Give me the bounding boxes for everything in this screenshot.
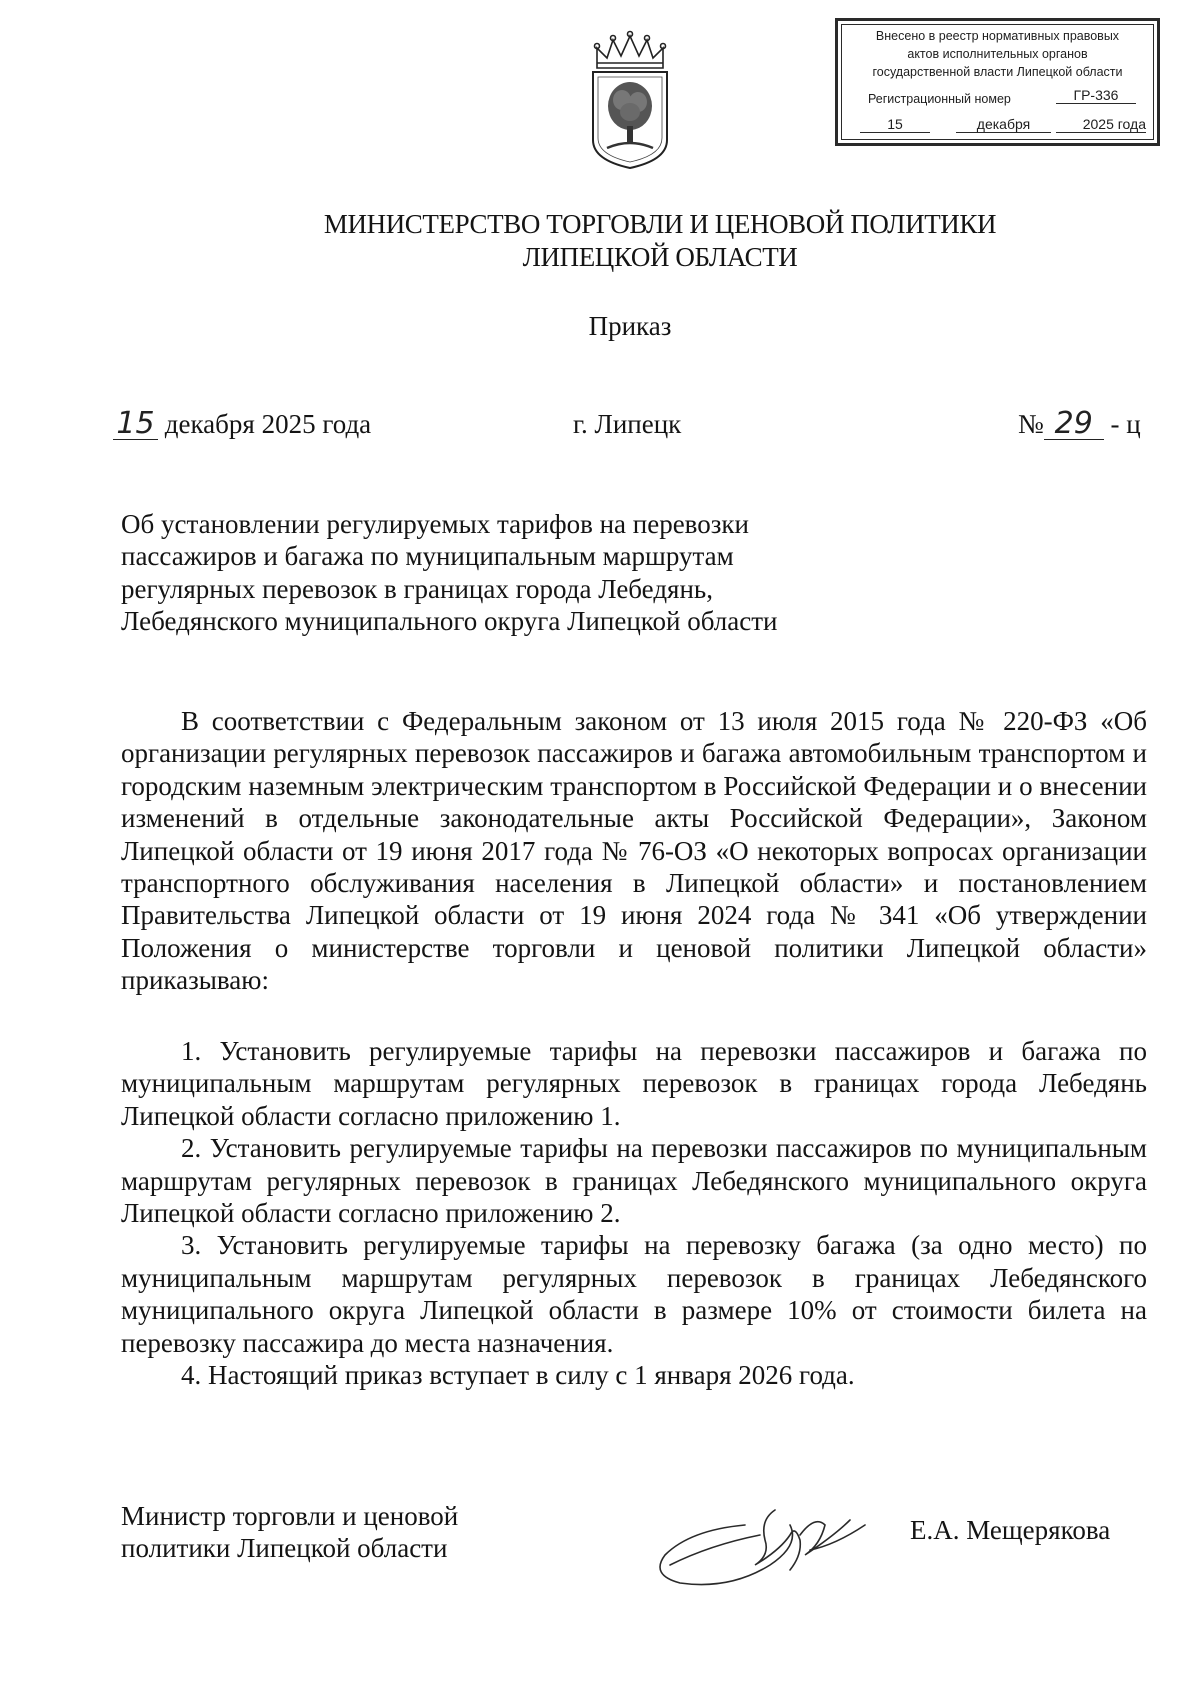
- preamble: [121, 705, 1147, 997]
- registry-stamp-line2: актов исполнительных органов: [907, 47, 1088, 61]
- signature-scribble-icon: [650, 1495, 880, 1595]
- handwritten-signature: [650, 1495, 880, 1595]
- order-date: [113, 406, 372, 441]
- registry-number-label: Регистрационный номер: [868, 92, 1011, 106]
- registry-stamp-line1: Внесено в реестр нормативных правовых: [875, 29, 1120, 43]
- ministry-title-line1: МИНИСТЕРСТВО ТОРГОВЛИ И ЦЕНОВОЙ ПОЛИТИКИ: [323, 209, 997, 239]
- preamble-text: В соответствии с Федеральным законом от 13 июля 2015 года № 220-ФЗ «Об организации регулярных перевозок пассажиров и багажа автомобильным транспортом и городским наземным электрическим транспортом в Российской Федерации и о внесении изменений в отдельные законодательные акты Российской Федерации», Законом Липецкой области от 19 июня 2017 года № 76-ОЗ «О некоторых вопросах организации транспортного обслуживания населения в Липецкой области» и постановлением Правительства Липецкой области от 19 июня 2024 года № 341 «Об утверждении Положения о министерстве торговли и ценовой политики Липецкой области» приказываю:: [121, 706, 1147, 996]
- registry-year: 2025 года: [1056, 116, 1146, 133]
- order-item-2: 2. Установить регулируемые тарифы на перевозки пассажиров по муниципальным маршрутам регулярных перевозок в границах Лебедянского муниципального округа Липецкой области согласно приложению 2.: [121, 1133, 1147, 1229]
- signer-position-line2: политики Липецкой области: [121, 1533, 448, 1563]
- order-month-year: декабря 2025 года: [164, 409, 372, 439]
- registry-number: ГР-336: [1056, 87, 1136, 104]
- ministry-title-line2: ЛИПЕЦКОЙ ОБЛАСТИ: [522, 242, 798, 272]
- lipetsk-coat-of-arms-icon: [585, 30, 675, 170]
- ministry-title: [60, 208, 1200, 274]
- signer-position: [121, 1500, 541, 1564]
- order-number-handwritten: 29: [1044, 409, 1104, 440]
- order-item-1: 1. Установить регулируемые тарифы на перевозки пассажиров и багажа по муниципальным маршрутам регулярных перевозок в границах города Лебедянь Липецкой области согласно приложению 1.: [121, 1036, 1147, 1131]
- registry-stamp-line3: государственной власти Липецкой области: [872, 65, 1123, 79]
- order-number-prefix: №: [1018, 409, 1044, 439]
- order-item-3: 3. Установить регулируемые тарифы на перевозку багажа (за одно место) по муниципальным маршрутам регулярных перевозок в границах Лебедянского муниципального округа Липецкой области в размере 10% от стоимости билета на перевозку пассажира до места назначения.: [121, 1230, 1147, 1358]
- order-items: [121, 1035, 1147, 1391]
- order-item-4: 4. Настоящий приказ вступает в силу с 1 января 2026 года.: [181, 1360, 855, 1391]
- order-city: г. Липецк: [573, 409, 682, 439]
- registry-stamp: [835, 18, 1160, 146]
- coat-of-arms-emblem: [585, 30, 675, 170]
- signer-name: Е.А. Мещерякова: [910, 1515, 1111, 1545]
- document-type: Приказ: [588, 311, 672, 341]
- order-number: [1018, 406, 1141, 441]
- order-day-handwritten: 15: [113, 409, 158, 440]
- registry-month: декабря: [956, 116, 1051, 133]
- signer-position-line1: Министр торговли и ценовой: [121, 1501, 459, 1531]
- order-title: Об установлении регулируемых тарифов на перевозки пассажиров и багажа по муниципальным маршрутам регулярных перевозок в границах города Лебедянь, Лебедянского муниципального округа Липецкой области: [121, 509, 778, 637]
- registry-day: 15: [860, 116, 930, 133]
- order-number-suffix: - ц: [1110, 409, 1141, 439]
